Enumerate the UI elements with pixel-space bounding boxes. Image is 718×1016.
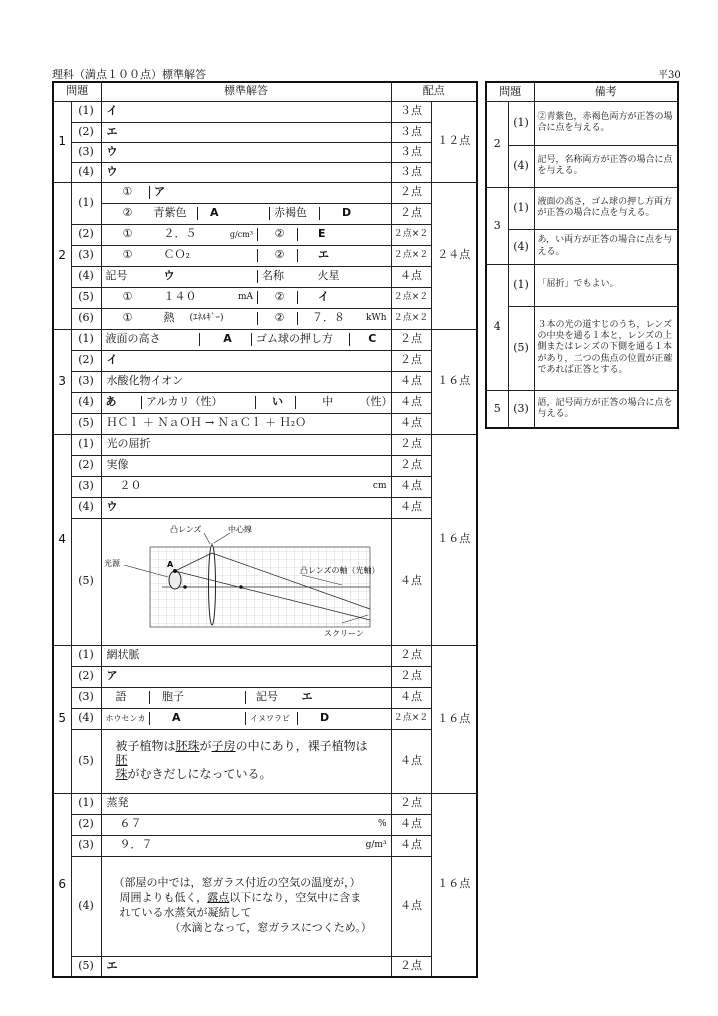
q4-2-label: (2) (71, 455, 101, 476)
q5-4-label2: イヌワラビ (246, 712, 298, 725)
side-header-note: 備考 (534, 82, 678, 101)
answer-table (52, 81, 478, 978)
q2-2-points: ２点×２ (391, 224, 431, 245)
q5-1-label: (1) (71, 645, 101, 666)
q5-3-value2: エ (301, 690, 313, 704)
center-leader (214, 533, 230, 543)
q5-2-label: (2) (71, 666, 101, 687)
q2-4-label: (4) (71, 266, 101, 287)
point-a (173, 569, 177, 573)
q2-1b-points: ２点 (391, 203, 431, 224)
q5-4-points: ２点×２ (391, 708, 431, 729)
q1-2-points: ３点 (391, 122, 431, 142)
q1-3-points: ３点 (391, 142, 431, 162)
q2-4-value1: ウ (163, 269, 175, 283)
q6-5-answer: エ (101, 956, 391, 977)
q6-3-unit: g/m³ (365, 840, 387, 851)
q2-6-unit2: kWh (365, 313, 387, 324)
q4-4-answer: ウ (101, 497, 391, 518)
q4-5-points: ４点 (391, 518, 431, 645)
q2-1b-label1: 青紫色 (153, 206, 187, 220)
center-label: 中心線 (227, 525, 252, 534)
q3-2-answer: イ (101, 350, 391, 371)
q2-6-points: ２点×２ (391, 308, 431, 329)
q2-1b-answer1: A (198, 207, 270, 220)
q6-5-points: ２点 (391, 956, 431, 977)
q5-1-points: ２点 (391, 645, 431, 666)
q5-3-label1: 語 (115, 690, 127, 704)
q1-total: １２点 (431, 101, 477, 182)
q1-4-answer: ウ (101, 162, 391, 182)
q3-4-unit2: （性） (359, 395, 393, 409)
side-q5-3-note: 語，記号両方が正答の場合に点を与える。 (534, 390, 678, 428)
q6-4-label: (4) (71, 856, 101, 956)
q5-1-answer: 網状脈 (101, 645, 391, 666)
q2-4-label2: 名称 (258, 270, 298, 283)
q2-2-value2: E (298, 228, 391, 241)
q5-5-text2: が (199, 739, 212, 754)
q3-1-label2: ゴム球の押し方 (252, 333, 350, 346)
q2-2-value1: ２．５ (163, 227, 197, 241)
q6-4-line1: （部屋の中では，窓ガラス付近の空気の温度が，） (113, 876, 361, 890)
q4-2-answer: 実像 (101, 455, 391, 476)
q2-5-value1: １４０ (163, 290, 197, 304)
q6-2-unit: % (377, 819, 387, 830)
q1-number: 1 (53, 101, 71, 182)
q2-6-marker1: ① (122, 311, 133, 325)
side-q2-1-label: (1) (508, 101, 534, 145)
q2-5-unit1: mA (237, 292, 253, 303)
q1-4-label: (4) (71, 162, 101, 182)
q3-4-points: ４点 (391, 392, 431, 413)
q2-1a-points: ２点 (391, 182, 431, 203)
q2-2-marker2: ② (258, 228, 298, 241)
screen-label: スクリーン (323, 629, 364, 638)
q5-4-value1: A (150, 712, 246, 725)
q3-1-label1: 液面の高さ (105, 332, 161, 346)
q1-3-answer: ウ (101, 142, 391, 162)
q5-total: １６点 (431, 645, 477, 793)
side-q2-4-note: 記号，名称両方が正答の場合に点を与える。 (534, 145, 678, 187)
q3-5-points: ４点 (391, 413, 431, 434)
q2-1b-answer2: D (320, 207, 391, 220)
q4-1-label: (1) (71, 434, 101, 455)
page-title: 理科（満点１００点）標準解答 (52, 68, 206, 81)
q3-5-answer: ＨＣｌ ＋ ＮａＯＨ → ＮａＣｌ ＋ Ｈ₂Ｏ (101, 413, 391, 434)
side-header-question: 問題 (486, 82, 534, 101)
q2-5-marker2: ② (258, 291, 298, 304)
header-points: 配点 (391, 82, 477, 101)
q5-5-text3: の中にあり，裸子植物は (235, 739, 368, 754)
source-label: 光源 (103, 559, 120, 568)
q3-2-points: ２点 (391, 350, 431, 371)
version-label: 平30 (658, 70, 681, 81)
header-answer: 標準解答 (101, 82, 391, 101)
q5-2-points: ２点 (391, 666, 431, 687)
q1-2-answer: エ (101, 122, 391, 142)
q5-number: 5 (53, 645, 71, 793)
q2-number: 2 (53, 182, 71, 329)
q6-number: 6 (53, 793, 71, 977)
side-q4-5-label: (5) (508, 306, 534, 390)
q5-4-label: (4) (71, 708, 101, 729)
point-a-label: A (166, 560, 173, 569)
side-q3-4-note: あ，い両方が正答の場合に点を与える。 (534, 229, 678, 264)
q3-3-label: (3) (71, 371, 101, 392)
q5-5-text1: 被子植物は (115, 739, 176, 754)
q5-4-value2: D (298, 712, 391, 725)
q2-1b-marker: ② (122, 206, 133, 220)
q2-3-points: ２点×２ (391, 245, 431, 266)
q2-1-label: (1) (71, 182, 101, 224)
q6-4-points: ４点 (391, 856, 431, 956)
q3-total: １６点 (431, 329, 477, 434)
q1-2-label: (2) (71, 122, 101, 142)
q6-4-dew-point: 露点 (207, 891, 230, 905)
side-q4-5-note: ３本の光の道すじのうち，レンズの中央を通る１本と，レンズの上側またはレンズの下側を通る１本があり，二つの焦点の位置が正確であれば正答とする。 (534, 306, 678, 390)
q4-4-points: ４点 (391, 497, 431, 518)
q4-5-label: (5) (71, 518, 101, 645)
q6-2-points: ４点 (391, 814, 431, 835)
q1-4-points: ３点 (391, 162, 431, 182)
q2-2-marker1: ① (122, 227, 133, 241)
q2-2-unit1: g/cm³ (229, 229, 253, 239)
q2-6-value2: ７．８ (298, 312, 358, 325)
q5-2-answer: ア (101, 666, 391, 687)
q3-2-label: (2) (71, 350, 101, 371)
q3-4-label: (4) (71, 392, 101, 413)
lens-leader (204, 533, 210, 544)
q2-3-value2: エ (298, 249, 391, 262)
q2-3-marker2: ② (258, 249, 298, 262)
q6-4-line2 (114, 891, 391, 906)
q2-6-label: (6) (71, 308, 101, 329)
side-q3-1-label: (1) (508, 187, 534, 229)
q4-1-points: ２点 (391, 434, 431, 455)
side-q5-3-label: (3) (508, 390, 534, 428)
q3-1-value1: A (200, 333, 252, 346)
side-q2-number: 2 (486, 101, 508, 187)
side-q2-1-note: ②青紫色，赤褐色両方が正答の場合に点を与える。 (534, 101, 678, 145)
side-q4-1-label: (1) (508, 264, 534, 306)
q3-5-label: (5) (71, 413, 101, 434)
q5-5-ovule2a: 胚 (115, 753, 128, 768)
q5-3-label: (3) (71, 687, 101, 708)
q4-4-label: (4) (71, 497, 101, 518)
q2-6-marker2: ② (258, 312, 298, 325)
q2-6-value1: 熱 (163, 311, 175, 325)
q6-2-label: (2) (71, 814, 101, 835)
lens-diagram (102, 519, 392, 644)
q6-1-answer: 蒸発 (101, 793, 391, 814)
q5-3-points: ４点 (391, 687, 431, 708)
q2-1a-marker: ① (122, 185, 133, 199)
q2-6-unit1: (ｴﾈﾙｷﾞｰ) (189, 313, 224, 324)
q4-3-unit: cm (372, 481, 387, 492)
q4-1-answer: 光の屈折 (101, 434, 391, 455)
q6-4-line2a: 周囲よりも低く， (119, 891, 208, 905)
q6-1-points: ２点 (391, 793, 431, 814)
q3-4-label2: 中 (296, 396, 356, 409)
q4-3-points: ４点 (391, 476, 431, 497)
q6-3-label: (3) (71, 835, 101, 856)
q6-3-points: ４点 (391, 835, 431, 856)
q3-3-answer: 水酸化物イオン (101, 371, 391, 392)
q1-3-label: (3) (71, 142, 101, 162)
side-q3-1-note: 液面の高さ，ゴム球の押し方両方が正答の場合に点を与える。 (534, 187, 678, 229)
q6-4-answer (101, 856, 391, 956)
side-q3-number: 3 (486, 187, 508, 264)
side-q4-number: 4 (486, 264, 508, 390)
q5-5-answer (101, 729, 391, 793)
convex-lens (208, 545, 215, 625)
q2-5-points: ２点×２ (391, 287, 431, 308)
q1-1-label: (1) (71, 101, 101, 122)
q2-3-value1: ＣＯ₂ (163, 248, 190, 262)
q2-4-label1: 記号 (105, 269, 128, 283)
q5-5-label: (5) (71, 729, 101, 793)
q3-number: 3 (53, 329, 71, 434)
q2-5-label: (5) (71, 287, 101, 308)
q2-1a-answer: ア (150, 186, 391, 199)
side-q2-4-label: (4) (508, 145, 534, 187)
axis-label: 凸レンズの軸（光軸） (299, 566, 380, 575)
q3-3-points: ４点 (391, 371, 431, 392)
focal-point-left (183, 585, 187, 589)
focal-point-right (239, 585, 243, 589)
q2-4-points: ４点 (391, 266, 431, 287)
q2-1b-label2: 赤褐色 (270, 207, 320, 220)
q3-4-label1: アルカリ（性） (142, 396, 256, 409)
q5-5-ovary: 子房 (211, 739, 236, 754)
q5-5-ovule1: 胚珠 (175, 739, 200, 754)
notes-table (485, 81, 679, 429)
q1-1-answer: イ (101, 101, 391, 122)
q5-5-points: ４点 (391, 729, 431, 793)
q5-5-text4: がむきだしになっている。 (127, 766, 272, 781)
q2-3-marker1: ① (122, 248, 133, 262)
q3-4-value1: あ (105, 395, 117, 409)
q2-5-marker1: ① (122, 290, 133, 304)
q1-1-points: ３点 (391, 101, 431, 122)
q2-2-label: (2) (71, 224, 101, 245)
q4-number: 4 (53, 434, 71, 645)
q3-1-value2: C (350, 333, 391, 346)
side-q3-4-label: (4) (508, 229, 534, 264)
q3-4-value2: い (256, 396, 296, 409)
q4-3-answer: ２０ (119, 479, 142, 493)
q6-2-answer: ６７ (119, 817, 142, 831)
light-source (169, 571, 181, 589)
side-q5-number: 5 (486, 390, 508, 428)
q5-3-label2: 記号 (246, 691, 298, 704)
header-question: 問題 (53, 82, 101, 101)
q3-1-label: (1) (71, 329, 101, 350)
q6-4-line4: （水滴となって，窓ガラスにつくため。） (169, 920, 372, 934)
q4-total: １６点 (431, 434, 477, 645)
q2-total: ２４点 (431, 182, 477, 329)
side-q4-1-note: 「屈折」でもよい。 (534, 264, 678, 306)
q6-4-line3: れている水蒸気が凝結して (119, 906, 252, 919)
q6-3-answer: ９．７ (119, 838, 153, 852)
q4-2-points: ２点 (391, 455, 431, 476)
lens-label: 凸レンズ (169, 525, 202, 534)
q4-3-label: (3) (71, 476, 101, 497)
q6-5-label: (5) (71, 956, 101, 977)
q6-1-label: (1) (71, 793, 101, 814)
q2-3-label: (3) (71, 245, 101, 266)
q6-4-line2c: 以下になり，空気中に含ま (229, 891, 362, 905)
q5-5-ovule2b: 珠 (115, 766, 128, 781)
q6-total: １６点 (431, 793, 477, 977)
q2-4-value2: 火星 (317, 269, 340, 283)
q3-1-points: ２点 (391, 329, 431, 350)
q5-3-value1: 胞子 (150, 691, 246, 704)
q5-4-label1: ホウセンカ (105, 713, 146, 723)
q2-5-value2: イ (298, 291, 391, 304)
